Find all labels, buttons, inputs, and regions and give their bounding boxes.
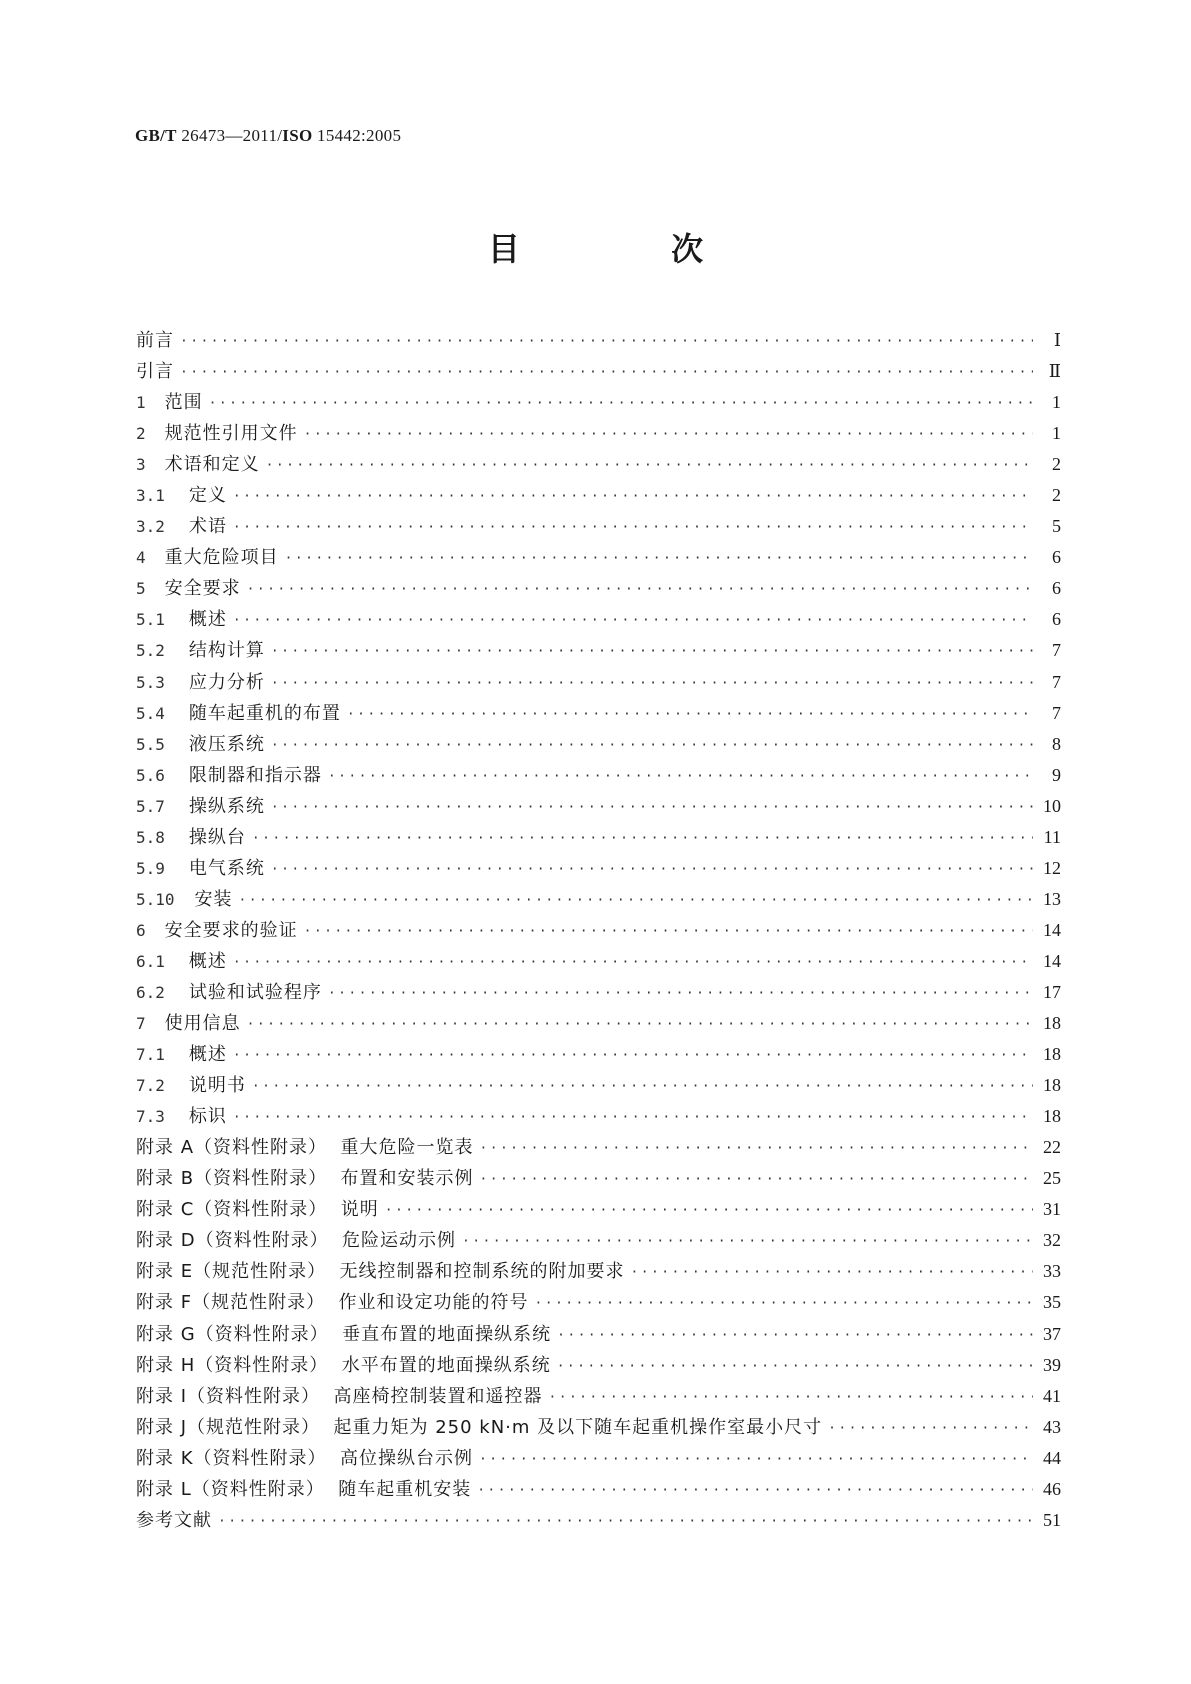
toc-page-number: 17	[1043, 981, 1061, 1002]
toc-dot-leader	[535, 1288, 1033, 1319]
toc-dot-leader	[209, 388, 1033, 419]
toc-dot-leader	[271, 792, 1033, 823]
toc-dot-leader	[385, 1195, 1033, 1226]
toc-entry[interactable]	[136, 853, 1061, 884]
toc-dot-leader	[247, 1009, 1033, 1040]
toc-entry-label: 附录 L（资料性附录） 随车起重机安装	[136, 1478, 472, 1500]
toc-dot-leader	[271, 730, 1033, 761]
toc-dot-leader	[479, 1133, 1033, 1164]
toc-page-number: 7	[1052, 702, 1061, 723]
toc-page-number: 14	[1043, 919, 1061, 940]
toc-entry[interactable]	[136, 511, 1061, 542]
toc-dot-leader	[218, 1506, 1033, 1537]
toc-page-number: 5	[1052, 516, 1061, 537]
toc-dot-leader	[477, 1475, 1033, 1506]
toc-entry-label: 术语	[188, 516, 227, 538]
toc-entry-label: 附录 A（资料性附录） 重大危险一览表	[136, 1137, 474, 1159]
toc-entry-label: 附录 K（资料性附录） 高位操纵台示例	[136, 1447, 473, 1469]
toc-entry-label: 范围	[164, 392, 203, 414]
toc-dot-leader	[480, 1164, 1033, 1195]
toc-entry-label: 引言	[136, 361, 174, 383]
toc-dot-leader	[285, 543, 1033, 574]
toc-dot-leader	[828, 1413, 1033, 1444]
toc-page-number: 35	[1043, 1292, 1061, 1313]
toc-dot-leader	[557, 1320, 1033, 1351]
toc-entry[interactable]	[136, 1412, 1061, 1443]
toc-page-number: 18	[1043, 1044, 1061, 1065]
toc-dot-leader	[328, 978, 1033, 1009]
toc-page-number: 31	[1043, 1199, 1061, 1220]
toc-page-number: 14	[1043, 950, 1061, 971]
toc-page-number: 11	[1043, 826, 1061, 847]
toc-entry[interactable]	[136, 573, 1061, 604]
toc-section-number: 5.7	[136, 796, 165, 816]
toc-page-number: 12	[1043, 857, 1061, 878]
toc-dot-leader	[548, 1382, 1033, 1413]
toc-dot-leader	[328, 761, 1033, 792]
toc-page-number: 6	[1052, 547, 1061, 568]
toc-entry[interactable]	[136, 356, 1061, 387]
toc-entry[interactable]	[136, 1132, 1061, 1163]
toc-entry[interactable]	[136, 1256, 1061, 1287]
toc-entry[interactable]	[136, 1350, 1061, 1381]
toc-entry-label: 安全要求	[164, 578, 241, 600]
toc-dot-leader	[233, 605, 1033, 636]
toc-entry-label: 使用信息	[164, 1013, 241, 1035]
toc-entry-label: 附录 E（规范性附录） 无线控制器和控制系统的附加要求	[136, 1261, 625, 1283]
toc-entry-label: 参考文献	[136, 1509, 212, 1531]
toc-dot-leader	[233, 947, 1033, 978]
toc-entry-label: 术语和定义	[164, 454, 260, 476]
toc-entry[interactable]	[136, 977, 1061, 1008]
toc-section-number: 7.2	[136, 1076, 165, 1096]
toc-entry-label: 电气系统	[188, 857, 265, 879]
toc-page-number: 2	[1052, 485, 1061, 506]
toc-entry[interactable]	[136, 915, 1061, 946]
toc-dot-leader	[252, 823, 1033, 854]
toc-entry[interactable]	[136, 698, 1061, 729]
toc-page-number: 33	[1043, 1261, 1061, 1282]
toc-page-number: 1	[1052, 392, 1061, 413]
toc-section-number: 7.1	[136, 1045, 165, 1065]
toc-entry[interactable]	[136, 1101, 1061, 1132]
toc-section-number: 5.2	[136, 641, 165, 661]
toc-page-number: 18	[1043, 1013, 1061, 1034]
toc-entry[interactable]	[136, 1194, 1061, 1225]
toc-dot-leader	[252, 1071, 1033, 1102]
toc-section-number: 5.8	[136, 827, 165, 847]
toc-entry[interactable]	[136, 729, 1061, 760]
toc-entry[interactable]	[136, 542, 1061, 573]
toc-section-number: 5.1	[136, 610, 165, 630]
toc-section-number: 3.1	[136, 486, 165, 506]
toc-entry-label: 标识	[188, 1106, 227, 1128]
toc-entry-label: 附录 C（资料性附录） 说明	[136, 1199, 379, 1221]
table-of-contents	[136, 325, 1061, 1536]
toc-section-number: 3.2	[136, 517, 165, 537]
toc-entry[interactable]	[136, 604, 1061, 635]
toc-dot-leader	[271, 668, 1033, 699]
toc-entry-label: 附录 H（资料性附录） 水平布置的地面操纵系统	[136, 1354, 551, 1376]
std-number: 26473—2011/	[176, 126, 283, 145]
toc-section-number: 2	[136, 424, 146, 444]
toc-page-number: 6	[1052, 609, 1061, 630]
toc-section-number: 5.5	[136, 734, 165, 754]
toc-entry[interactable]	[136, 1287, 1061, 1318]
toc-page-number: 39	[1043, 1354, 1061, 1375]
toc-page-number: 18	[1043, 1075, 1061, 1096]
toc-page-number: 7	[1052, 640, 1061, 661]
toc-page-number: 41	[1043, 1385, 1061, 1406]
toc-entry[interactable]	[136, 387, 1061, 418]
toc-entry-label: 概述	[188, 1044, 227, 1066]
toc-entry[interactable]	[136, 884, 1061, 915]
standard-number-header	[135, 126, 401, 146]
toc-section-number: 5.9	[136, 858, 165, 878]
toc-entry-label: 附录 D（资料性附录） 危险运动示例	[136, 1230, 457, 1252]
toc-section-number: 6	[136, 920, 146, 940]
toc-entry-label: 随车起重机的布置	[188, 702, 341, 724]
std-prefix: GB/T	[135, 126, 177, 145]
toc-entry[interactable]	[136, 822, 1061, 853]
toc-page-number: 43	[1043, 1416, 1061, 1437]
toc-page-number: 2	[1052, 454, 1061, 475]
toc-entry[interactable]	[136, 1505, 1061, 1536]
toc-entry-label: 附录 G（资料性附录） 垂直布置的地面操纵系统	[136, 1323, 552, 1345]
toc-dot-leader	[557, 1351, 1033, 1382]
toc-dot-leader	[233, 1040, 1033, 1071]
toc-entry[interactable]	[136, 418, 1061, 449]
toc-dot-leader	[462, 1226, 1033, 1257]
toc-dot-leader	[239, 885, 1033, 916]
toc-page-number: 46	[1043, 1478, 1061, 1499]
toc-section-number: 6.1	[136, 951, 165, 971]
toc-entry[interactable]	[136, 1381, 1061, 1412]
toc-entry[interactable]	[136, 1039, 1061, 1070]
toc-page-number: 1	[1052, 423, 1061, 444]
toc-entry-label: 前言	[136, 330, 174, 351]
toc-dot-leader	[233, 1102, 1033, 1133]
toc-entry[interactable]	[136, 1443, 1061, 1474]
toc-entry[interactable]	[136, 1474, 1061, 1505]
toc-section-number: 7.3	[136, 1107, 165, 1127]
toc-entry-label: 操纵台	[188, 826, 246, 848]
toc-entry-label: 重大危险项目	[164, 547, 279, 569]
toc-page-number: 6	[1052, 578, 1061, 599]
toc-entry-label: 试验和试验程序	[188, 981, 322, 1003]
toc-page-number: 32	[1043, 1230, 1061, 1251]
toc-section-number: 5.3	[136, 672, 165, 692]
toc-page-number: Ⅱ	[1048, 361, 1061, 382]
toc-entry[interactable]	[136, 946, 1061, 977]
toc-section-number: 1	[136, 393, 146, 413]
iso-prefix: ISO	[282, 126, 313, 145]
toc-entry-label: 应力分析	[188, 671, 265, 693]
toc-page-number: 44	[1043, 1447, 1061, 1468]
toc-page-number: 51	[1043, 1509, 1061, 1530]
toc-entry[interactable]	[136, 791, 1061, 822]
page-title: 目 次	[487, 230, 774, 268]
toc-entry-label: 附录 F（规范性附录） 作业和设定功能的符号	[136, 1292, 529, 1314]
toc-dot-leader	[233, 512, 1033, 543]
toc-entry-label: 安装	[194, 888, 233, 910]
toc-entry-label: 附录 J（规范性附录） 起重力矩为 250 kN·m 及以下随车起重机操作室最小尺寸	[136, 1416, 823, 1438]
toc-dot-leader	[247, 574, 1033, 605]
toc-entry[interactable]	[136, 1008, 1061, 1039]
toc-page-number: 13	[1043, 888, 1061, 909]
toc-page-number: 22	[1043, 1137, 1061, 1158]
toc-entry[interactable]	[136, 1319, 1061, 1350]
toc-entry-label: 操纵系统	[188, 795, 265, 817]
toc-section-number: 5.10	[136, 889, 175, 909]
toc-entry-label: 结构计算	[188, 640, 265, 662]
toc-entry-label: 规范性引用文件	[164, 423, 298, 445]
toc-entry-label: 安全要求的验证	[164, 919, 298, 941]
toc-entry-label: 附录 I（资料性附录） 高座椅控制装置和遥控器	[136, 1385, 543, 1407]
toc-section-number: 5.4	[136, 703, 165, 723]
toc-section-number: 5.6	[136, 765, 165, 785]
toc-dot-leader	[180, 357, 1033, 388]
toc-dot-leader	[479, 1444, 1033, 1475]
toc-entry[interactable]	[136, 449, 1061, 480]
toc-entry[interactable]	[136, 1163, 1061, 1194]
toc-entry-label: 概述	[188, 950, 227, 972]
toc-section-number: 4	[136, 548, 146, 568]
toc-entry-label: 液压系统	[188, 733, 265, 755]
toc-page-number: 18	[1043, 1106, 1061, 1127]
toc-entry[interactable]	[136, 480, 1061, 511]
toc-entry-label: 概述	[188, 609, 227, 631]
toc-page-number: 10	[1043, 795, 1061, 816]
toc-dot-leader	[266, 450, 1033, 481]
toc-page-number: 7	[1052, 671, 1061, 692]
iso-number: 15442:2005	[312, 126, 402, 145]
toc-entry[interactable]	[136, 1070, 1061, 1101]
toc-section-number: 6.2	[136, 982, 165, 1002]
toc-section-number: 7	[136, 1014, 146, 1034]
toc-dot-leader	[304, 916, 1033, 947]
toc-page-number: 9	[1052, 764, 1061, 785]
toc-dot-leader	[271, 636, 1033, 667]
toc-entry-label: 定义	[188, 485, 227, 507]
toc-dot-leader	[271, 854, 1033, 885]
toc-entry[interactable]	[136, 325, 1061, 356]
toc-dot-leader	[304, 419, 1033, 450]
toc-section-number: 5	[136, 579, 146, 599]
toc-entry[interactable]	[136, 635, 1061, 666]
toc-entry-label: 说明书	[188, 1075, 246, 1097]
toc-section-number: 3	[136, 455, 146, 475]
toc-page-number: 25	[1043, 1168, 1061, 1189]
toc-entry[interactable]	[136, 760, 1061, 791]
toc-dot-leader	[347, 699, 1033, 730]
toc-entry-label: 限制器和指示器	[188, 764, 322, 786]
toc-dot-leader	[233, 481, 1033, 512]
toc-entry[interactable]	[136, 667, 1061, 698]
toc-entry-label: 附录 B（资料性附录） 布置和安装示例	[136, 1168, 474, 1190]
toc-page-number: Ⅰ	[1053, 330, 1061, 350]
toc-page-number: 37	[1043, 1323, 1061, 1344]
toc-dot-leader	[631, 1257, 1033, 1288]
toc-dot-leader	[180, 326, 1033, 357]
toc-page-number: 8	[1052, 733, 1061, 754]
toc-entry[interactable]	[136, 1225, 1061, 1256]
